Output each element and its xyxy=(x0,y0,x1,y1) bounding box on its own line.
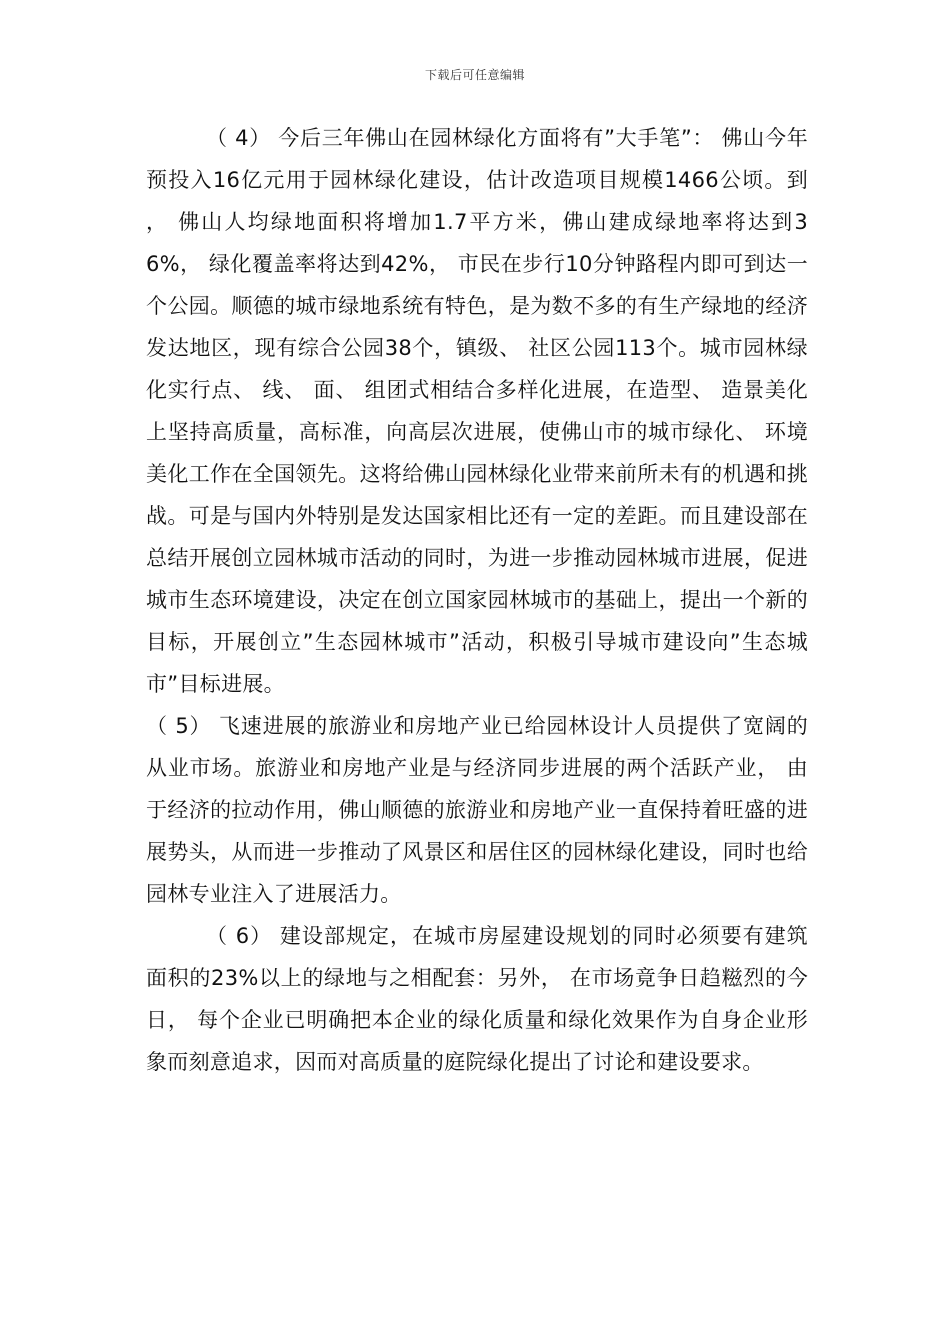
header-note: 下载后可任意编辑 xyxy=(424,68,525,82)
paragraph-5: （ 5） 飞速进展的旅游业和房地产业已给园林设计人员提供了宽阔的从业市场。旅游业和房地产业是与经济同步进展的两个活跃产业， 由于经济的拉动作用，佛山顺德的旅游业和房地产业一直保持着旺盛的进展势头，从而进一步推动了风景区和居住区的园林绿化建设，同时也给园林专业注入了进展活力。 xyxy=(146,714,808,906)
paragraph-6: （ 6） 建设部规定，在城市房屋建设规划的同时必须要有建筑面积的23%以上的绿地与之相配套：另外， 在市场竟争日趋糍烈的今日， 每个企业已明确把本企业的绿化质量和绿化效果作为自身企业形象而刻意追求，因而对高质量的庭院绿化提出了讨论和建设要求。 xyxy=(146,924,808,1074)
paragraph-4: （ 4） 今后三年佛山在园林绿化方面将有”大手笔”： 佛山今年预投入16亿元用于园林绿化建设，估计改造项目规模1466公顷。到 ， 佛山人均绿地面积将增加1.7平方米，佛山建成绿地率将达到36%， 绿化覆盖率将达到42%， 市民在步行10分钟路程内即可到达一个公园。顺德的城市绿地系统有特色，是为数不多的有生产绿地的经济发达地区，现有综合公园38个，镇级、 社区公园113个。城市园林绿化实行点、 线、 面、 组团式相结合多样化进展，在造型、 造景美化上坚持高质量，高标准，向高层次进展，使佛山市的城市绿化、 环境美化工作在全国领先。这将给佛山园林绿化业带来前所未有的机遇和挑战。可是与国内外特别是发达国家相比还有一定的差距。而且建设部在总结开展创立园林城市活动的同时，为进一步推动园林城市进展，促进城市生态环境建设，决定在创立国家园林城市的基础上，提出一个新的目标，开展创立”生态园林城市”活动，积极引导城市建设向”生态城市”目标进展。 xyxy=(146,126,808,696)
document-body xyxy=(146,117,808,1083)
